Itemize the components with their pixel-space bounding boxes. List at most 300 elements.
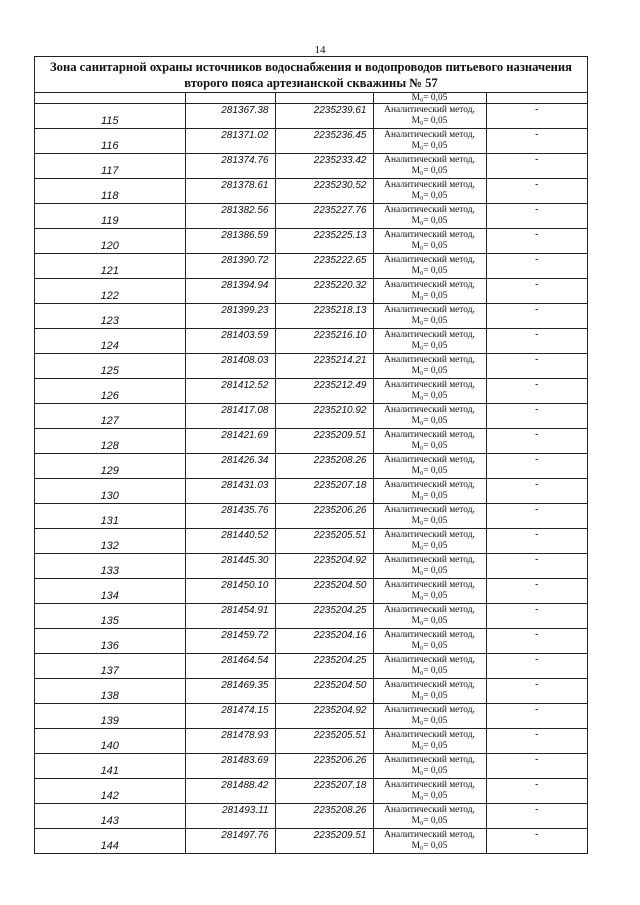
table-row <box>35 804 587 829</box>
method-text: Аналитический метод, <box>384 630 475 640</box>
x-coordinate-cell <box>185 554 275 579</box>
accuracy-text: M₀= 0,05 <box>411 265 448 276</box>
point-number: 119 <box>100 215 119 227</box>
x-coordinate: 281488.42 <box>221 780 269 791</box>
note-cell <box>486 279 587 304</box>
x-coordinate-cell <box>185 479 275 504</box>
note-cell <box>486 179 587 204</box>
note-cell <box>486 554 587 579</box>
point-number: 118 <box>100 190 119 202</box>
x-coordinate: 281493.11 <box>221 805 269 816</box>
note-text: - <box>535 379 539 390</box>
accuracy-text: M₀= 0,05 <box>411 765 448 776</box>
y-coordinate-cell <box>275 254 373 279</box>
point-number: 130 <box>100 490 119 502</box>
point-number-cell <box>35 429 185 454</box>
accuracy-text: M₀= 0,05 <box>411 165 448 176</box>
method-cell <box>373 704 486 729</box>
note-cell <box>486 229 587 254</box>
y-coordinate: 2235204.16 <box>313 630 367 641</box>
accuracy-text: M₀= 0,05 <box>411 290 448 301</box>
point-number-cell <box>35 679 185 704</box>
x-coordinate-cell <box>185 604 275 629</box>
note-cell <box>486 654 587 679</box>
note-text: - <box>535 304 539 315</box>
point-number: 132 <box>100 540 119 552</box>
point-number-cell <box>35 479 185 504</box>
y-coordinate-cell <box>275 379 373 404</box>
x-coordinate: 281417.08 <box>221 405 269 416</box>
note-cell <box>486 804 587 829</box>
table-row <box>35 179 587 204</box>
point-number-cell <box>35 179 185 204</box>
x-coordinate-cell <box>185 654 275 679</box>
table-row <box>35 129 587 154</box>
method-text: Аналитический метод, <box>384 205 475 215</box>
method-text: Аналитический метод, <box>384 505 475 515</box>
method-cell <box>373 329 486 354</box>
method-cell <box>373 379 486 404</box>
y-coordinate: 2235225.13 <box>313 230 367 241</box>
x-coordinate: 281426.34 <box>221 455 269 466</box>
note-text: - <box>535 154 539 165</box>
method-text: Аналитический метод, <box>384 455 475 465</box>
table-row <box>35 729 587 754</box>
note-text: - <box>535 654 539 665</box>
x-coordinate: 281378.61 <box>221 180 269 191</box>
accuracy-text: M₀= 0,05 <box>411 115 448 126</box>
y-coordinate: 2235204.50 <box>313 680 367 691</box>
table-row <box>35 379 587 404</box>
accuracy-text: M₀= 0,05 <box>411 565 448 576</box>
point-number: 126 <box>100 390 119 402</box>
method-cell <box>373 279 486 304</box>
point-number: 127 <box>100 415 119 427</box>
method-cell <box>373 554 486 579</box>
note-text: - <box>535 529 539 540</box>
y-coordinate-cell <box>275 429 373 454</box>
y-coordinate: 2235218.13 <box>313 305 367 316</box>
x-coordinate: 281464.54 <box>221 655 269 666</box>
point-number-cell <box>35 804 185 829</box>
note-cell <box>486 404 587 429</box>
y-coordinate: 2235233.42 <box>313 155 367 166</box>
method-text: Аналитический метод, <box>384 180 475 190</box>
page-number: 14 <box>314 44 326 56</box>
y-coordinate: 2235206.26 <box>313 755 367 766</box>
table-row <box>35 754 587 779</box>
x-coordinate-cell <box>185 404 275 429</box>
method-text: Аналитический метод, <box>384 380 475 390</box>
method-text: Аналитический метод, <box>384 680 475 690</box>
table-row <box>35 354 587 379</box>
x-coordinate-cell <box>185 779 275 804</box>
x-coordinate: 281440.52 <box>221 530 269 541</box>
accuracy-text: M₀= 0,05 <box>411 590 448 601</box>
note-text: - <box>535 279 539 290</box>
y-coordinate-cell <box>275 779 373 804</box>
y-coordinate-cell <box>275 579 373 604</box>
note-text: - <box>535 604 539 615</box>
y-coordinate-cell <box>275 554 373 579</box>
y-coordinate-cell <box>275 279 373 304</box>
note-text: - <box>535 679 539 690</box>
method-text: Аналитический метод, <box>384 530 475 540</box>
note-text: - <box>535 429 539 440</box>
method-cell <box>373 304 486 329</box>
y-coordinate-cell <box>275 154 373 179</box>
accuracy-text: M₀= 0,05 <box>411 440 448 451</box>
table-row <box>35 529 587 554</box>
accuracy-text: M₀= 0,05 <box>411 815 448 826</box>
point-number: 124 <box>100 340 119 352</box>
x-coordinate-cell <box>185 254 275 279</box>
note-text: - <box>535 779 539 790</box>
note-text: - <box>535 354 539 365</box>
method-text: Аналитический метод, <box>384 780 475 790</box>
table-row <box>35 829 587 854</box>
point-number-cell <box>35 754 185 779</box>
y-coordinate: 2235204.92 <box>313 555 367 566</box>
accuracy-text: M₀= 0,05 <box>411 315 448 326</box>
point-number-cell <box>35 554 185 579</box>
note-cell <box>486 379 587 404</box>
x-coordinate-cell <box>185 629 275 654</box>
coordinates-table <box>35 93 587 853</box>
y-coordinate-cell <box>275 304 373 329</box>
note-text: - <box>535 629 539 640</box>
note-cell <box>486 729 587 754</box>
method-text: Аналитический метод, <box>384 655 475 665</box>
x-coordinate-cell <box>185 104 275 129</box>
y-coordinate: 2235209.51 <box>313 830 367 841</box>
x-coordinate-cell <box>185 804 275 829</box>
point-number: 121 <box>100 265 119 277</box>
table-row <box>35 204 587 229</box>
method-text: Аналитический метод, <box>384 255 475 265</box>
y-coordinate: 2235236.45 <box>313 130 367 141</box>
x-coordinate: 281478.93 <box>221 730 269 741</box>
method-text: Аналитический метод, <box>384 230 475 240</box>
y-coordinate: 2235206.26 <box>313 505 367 516</box>
method-text: Аналитический метод, <box>384 755 475 765</box>
method-text: Аналитический метод, <box>384 355 475 365</box>
point-number-cell <box>35 329 185 354</box>
y-coordinate: 2235209.51 <box>313 430 367 441</box>
point-number-cell <box>35 654 185 679</box>
note-cell <box>486 629 587 654</box>
x-coordinate: 281408.03 <box>221 355 269 366</box>
method-cell <box>373 254 486 279</box>
accuracy-text: M₀= 0,05 <box>411 540 448 551</box>
note-cell <box>486 604 587 629</box>
x-coordinate-cell <box>185 704 275 729</box>
y-coordinate-cell <box>275 454 373 479</box>
y-coordinate-cell <box>275 104 373 129</box>
x-coordinate-cell <box>185 379 275 404</box>
table-row <box>35 154 587 179</box>
y-coordinate-cell <box>275 329 373 354</box>
y-coordinate: 2235220.32 <box>313 280 367 291</box>
table-row <box>35 454 587 479</box>
method-cell <box>373 354 486 379</box>
point-number: 120 <box>100 240 119 252</box>
table-row <box>35 404 587 429</box>
note-cell <box>486 354 587 379</box>
note-cell <box>486 154 587 179</box>
y-coordinate-cell <box>275 704 373 729</box>
y-coordinate: 2235205.51 <box>313 730 367 741</box>
note-cell <box>486 504 587 529</box>
x-coordinate: 281497.76 <box>221 830 269 841</box>
table-row <box>35 579 587 604</box>
note-text: - <box>535 804 539 815</box>
x-coordinate: 281412.52 <box>221 380 269 391</box>
accuracy-text: M₀= 0,05 <box>411 240 448 251</box>
point-number-cell <box>35 604 185 629</box>
y-coordinate-cell <box>275 479 373 504</box>
method-cell <box>373 479 486 504</box>
x-coordinate-cell <box>185 179 275 204</box>
x-coordinate: 281382.56 <box>221 205 269 216</box>
note-text: - <box>535 554 539 565</box>
x-coordinate-cell <box>185 729 275 754</box>
method-cell <box>373 229 486 254</box>
y-coordinate-cell <box>275 604 373 629</box>
table-row <box>35 679 587 704</box>
point-number: 142 <box>100 790 119 802</box>
x-coordinate-cell <box>185 429 275 454</box>
point-number: 134 <box>100 590 119 602</box>
x-coordinate: 281399.23 <box>221 305 269 316</box>
method-text: Аналитический метод, <box>384 730 475 740</box>
method-cell <box>373 754 486 779</box>
point-number-cell <box>35 354 185 379</box>
y-coordinate-cell <box>275 629 373 654</box>
method-cell <box>373 604 486 629</box>
x-coordinate-cell <box>185 129 275 154</box>
method-cell <box>373 204 486 229</box>
note-cell <box>486 479 587 504</box>
point-number: 128 <box>100 440 119 452</box>
y-coordinate-cell <box>275 729 373 754</box>
x-coordinate: 281421.69 <box>221 430 269 441</box>
note-cell <box>486 329 587 354</box>
point-number-cell <box>35 454 185 479</box>
method-cell <box>373 454 486 479</box>
note-text: - <box>535 129 539 140</box>
accuracy-text: M₀= 0,05 <box>411 365 448 376</box>
x-coordinate: 281454.91 <box>221 605 269 616</box>
y-coordinate: 2235230.52 <box>313 180 367 191</box>
note-text: - <box>535 729 539 740</box>
x-coordinate: 281374.76 <box>221 155 269 166</box>
note-cell <box>486 779 587 804</box>
y-coordinate: 2235207.18 <box>313 780 367 791</box>
note-text: - <box>535 479 539 490</box>
note-cell <box>486 304 587 329</box>
point-number-cell <box>35 629 185 654</box>
note-text: - <box>535 204 539 215</box>
note-cell <box>486 679 587 704</box>
table-row <box>35 554 587 579</box>
point-number: 133 <box>100 565 119 577</box>
point-number-cell <box>35 404 185 429</box>
x-coordinate: 281394.94 <box>221 280 269 291</box>
point-number-cell <box>35 779 185 804</box>
y-coordinate-cell <box>275 504 373 529</box>
note-cell <box>486 93 587 104</box>
document-title <box>35 57 587 93</box>
y-coordinate-cell <box>275 804 373 829</box>
x-coordinate: 281390.72 <box>221 255 269 266</box>
method-text: Аналитический метод, <box>384 280 475 290</box>
method-cell <box>373 529 486 554</box>
accuracy-text: M₀= 0,05 <box>411 465 448 476</box>
point-number-cell <box>35 304 185 329</box>
y-coordinate: 2235214.21 <box>313 355 367 366</box>
point-number: 125 <box>100 365 119 377</box>
accuracy-text: M₀= 0,05 <box>411 215 448 226</box>
table-row <box>35 629 587 654</box>
accuracy-text: M₀= 0,05 <box>411 615 448 626</box>
method-cell <box>373 154 486 179</box>
note-cell <box>486 704 587 729</box>
point-number: 141 <box>100 765 119 777</box>
y-coordinate: 2235208.26 <box>313 805 367 816</box>
table-row <box>35 104 587 129</box>
x-coordinate-cell <box>185 204 275 229</box>
method-cell <box>373 779 486 804</box>
y-coordinate: 2235210.92 <box>313 405 367 416</box>
method-text: Аналитический метод, <box>384 830 475 840</box>
point-number: 139 <box>100 715 119 727</box>
method-text: Аналитический метод, <box>384 405 475 415</box>
point-number: 115 <box>100 115 119 127</box>
point-number-cell <box>35 154 185 179</box>
point-number-cell <box>35 379 185 404</box>
table-row <box>35 429 587 454</box>
accuracy-text: M₀= 0,05 <box>411 690 448 701</box>
note-cell <box>486 429 587 454</box>
x-coordinate: 281445.30 <box>221 555 269 566</box>
method-cell <box>373 654 486 679</box>
method-text: Аналитический метод, <box>384 105 475 115</box>
point-number: 140 <box>100 740 119 752</box>
accuracy-text: M₀= 0,05 <box>411 840 448 851</box>
x-coordinate-cell <box>185 504 275 529</box>
method-text: Аналитический метод, <box>384 305 475 315</box>
point-number-cell <box>35 279 185 304</box>
accuracy-text: M₀= 0,05 <box>411 415 448 426</box>
point-number: 129 <box>100 465 119 477</box>
y-coordinate: 2235239.61 <box>313 105 367 116</box>
point-number: 131 <box>100 515 119 527</box>
note-text: - <box>535 579 539 590</box>
y-coordinate: 2235222.65 <box>313 255 367 266</box>
x-coordinate: 281483.69 <box>221 755 269 766</box>
table-row <box>35 654 587 679</box>
x-coordinate: 281469.35 <box>221 680 269 691</box>
method-cell <box>373 579 486 604</box>
x-coordinate-cell <box>185 679 275 704</box>
point-number: 122 <box>100 290 119 302</box>
method-cell <box>373 429 486 454</box>
y-coordinate-cell <box>275 829 373 854</box>
point-number: 138 <box>100 690 119 702</box>
note-text: - <box>535 504 539 515</box>
point-number-cell <box>35 229 185 254</box>
x-coordinate: 281474.15 <box>221 705 269 716</box>
method-cell <box>373 679 486 704</box>
point-number-cell <box>35 129 185 154</box>
x-coordinate: 281367.38 <box>221 105 269 116</box>
y-coordinate-cell <box>275 229 373 254</box>
method-cell <box>373 179 486 204</box>
method-text: Аналитический метод, <box>384 130 475 140</box>
note-text: - <box>535 229 539 240</box>
point-number-cell <box>35 504 185 529</box>
method-cell <box>373 629 486 654</box>
table-row <box>35 704 587 729</box>
y-coordinate: 2235204.25 <box>313 605 367 616</box>
accuracy-text: M₀= 0,05 <box>411 93 448 103</box>
point-number-cell <box>35 204 185 229</box>
y-coordinate-cell <box>275 404 373 429</box>
x-coordinate: 281450.10 <box>221 580 269 591</box>
method-cell <box>373 729 486 754</box>
x-coordinate-cell <box>185 354 275 379</box>
x-coordinate-cell <box>185 304 275 329</box>
table-row <box>35 779 587 804</box>
table-row <box>35 329 587 354</box>
y-coordinate-cell <box>275 204 373 229</box>
note-cell <box>486 529 587 554</box>
x-coordinate: 281431.03 <box>221 480 269 491</box>
x-coordinate-cell <box>185 229 275 254</box>
point-number: 135 <box>100 615 119 627</box>
accuracy-text: M₀= 0,05 <box>411 140 448 151</box>
method-text: Аналитический метод, <box>384 480 475 490</box>
note-text: - <box>535 404 539 415</box>
note-cell <box>486 104 587 129</box>
point-number-cell <box>35 104 185 129</box>
point-number: 143 <box>100 815 119 827</box>
method-text: Аналитический метод, <box>384 605 475 615</box>
table-row <box>35 304 587 329</box>
x-coordinate: 281403.59 <box>221 330 269 341</box>
table-row-continuation <box>35 93 587 104</box>
y-coordinate: 2235216.10 <box>313 330 367 341</box>
x-coordinate: 281386.59 <box>221 230 269 241</box>
point-number: 123 <box>100 315 119 327</box>
table-row <box>35 229 587 254</box>
y-coordinate-cell <box>275 679 373 704</box>
note-cell <box>486 254 587 279</box>
table-row <box>35 479 587 504</box>
y-coordinate: 2235212.49 <box>313 380 367 391</box>
point-number: 116 <box>100 140 119 152</box>
point-number-cell <box>35 829 185 854</box>
method-text: Аналитический метод, <box>384 430 475 440</box>
method-text: Аналитический метод, <box>384 805 475 815</box>
method-cell <box>373 129 486 154</box>
table-row <box>35 504 587 529</box>
accuracy-text: M₀= 0,05 <box>411 715 448 726</box>
accuracy-text: M₀= 0,05 <box>411 515 448 526</box>
method-cell <box>373 93 486 104</box>
x-coordinate: 281459.72 <box>221 630 269 641</box>
